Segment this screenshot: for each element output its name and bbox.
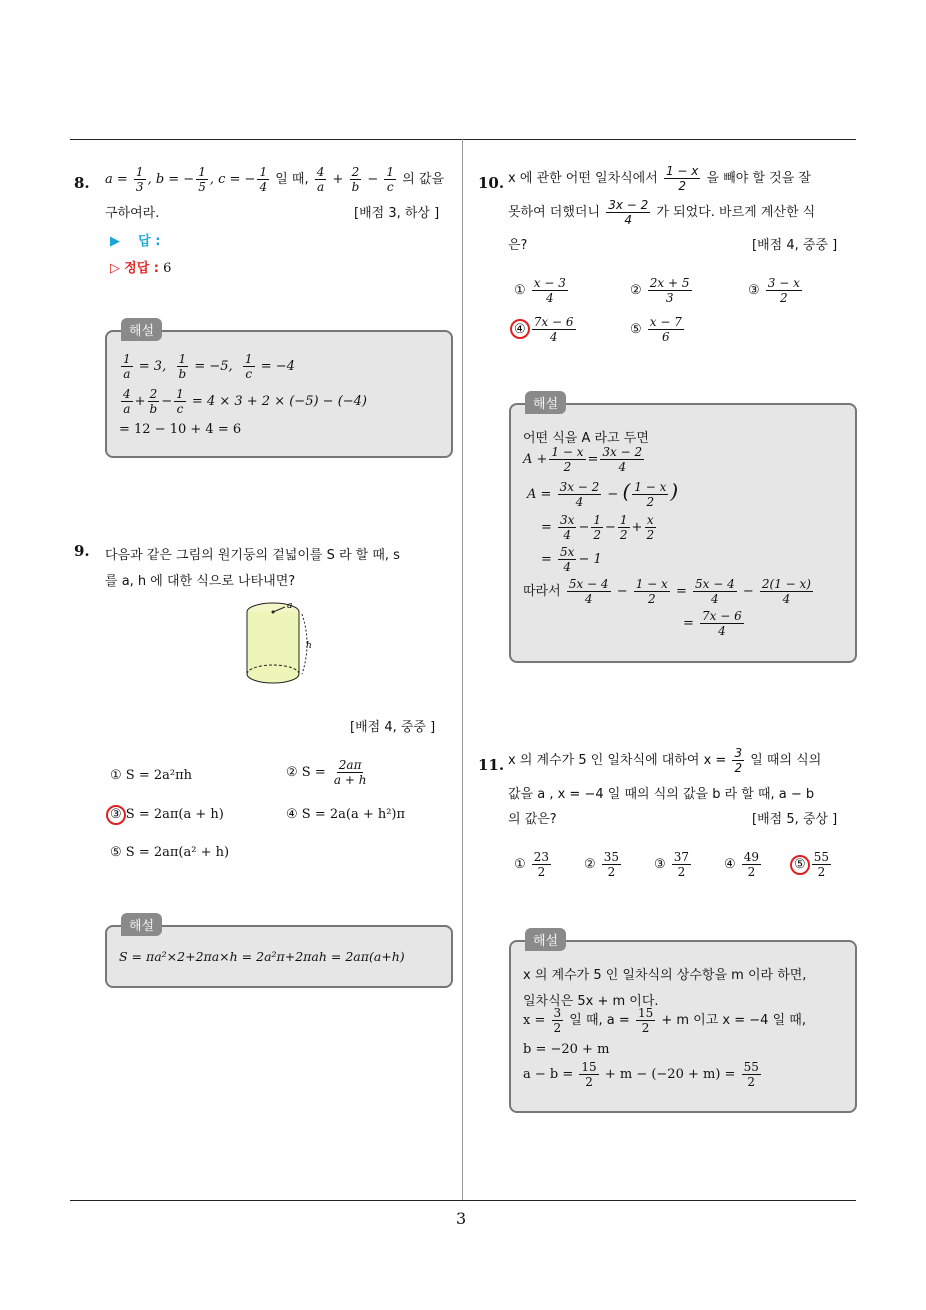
option-1[interactable]: ① $\frac{x - 3}{4}$ xyxy=(514,276,566,305)
option-5[interactable]: ⑤ $\frac{55}{2}$ xyxy=(794,850,830,879)
solution-tag: 해설 xyxy=(525,928,566,951)
answer-label: 답 : xyxy=(138,234,161,249)
option-3[interactable]: ③ $\frac{37}{2}$ xyxy=(654,850,690,879)
answer-row xyxy=(110,230,160,249)
correct-value: 6 xyxy=(163,261,172,276)
solution-line-6: 따라서 $\frac{5x - 4}{4}$ − $\frac{1 - x}{2}$ = $\frac{5x - 4}{4}$ − $\frac{2(1 - x)}{4}$ xyxy=(523,577,811,606)
page-number: 3 xyxy=(456,1209,467,1228)
correct-label: 정답 : xyxy=(124,261,159,276)
answer-arrow-icon: ▶ xyxy=(110,234,120,249)
solution-line-1: $\frac{1}{a}$ = 3, $\frac{1}{b}$ = −5, $\frac{1}{c}$ = −4 xyxy=(123,352,295,381)
question-10-stem-line3: 은? xyxy=(508,238,528,253)
question-11-stem-line1: x 의 계수가 5 인 일차식에 대하여 x = $\frac{3}{2}$ 일 때의 식의 xyxy=(508,746,822,775)
question-11-stem-line3: 의 값은? xyxy=(508,812,557,827)
solution-line-3: = 12 − 10 + 4 = 6 xyxy=(119,422,242,437)
solution-line-1: S = πa²×2+2πa×h = 2a²π+2πah = 2aπ(a+h) xyxy=(119,949,405,964)
correct-arrow-icon: ▷ xyxy=(110,261,120,276)
question-8-stem: a = $\frac{1}{3}$ , b = − $\frac{1}{5}$ , c = − $\frac{1}{4}$ 일 때, $\frac{4}{a}$ + $\frac{2}{b}$ − $\frac{1}{c}$ 의 값을 xyxy=(105,165,445,194)
solution-line-4: b = −20 + m xyxy=(523,1042,610,1057)
solution-line-2: 일차식은 5x + m 이다. xyxy=(523,994,659,1009)
solution-tag: 해설 xyxy=(121,913,162,936)
solution-line-5: = $\frac{5x}{4}$ − 1 xyxy=(541,545,602,574)
correct-answer-row xyxy=(110,257,171,276)
option-4[interactable]: ④ $\frac{49}{2}$ xyxy=(724,850,760,879)
solution-line-3: A = $\frac{3x - 2}{4}$ − ( $\frac{1 - x}{2}$ ) xyxy=(527,479,679,509)
score-label: [배점 3, 하상 ] xyxy=(354,206,440,221)
option-4[interactable]: ④ S = 2a(a + h²)π xyxy=(286,807,406,822)
height-label: h xyxy=(306,641,312,651)
option-1[interactable]: ① $\frac{23}{2}$ xyxy=(514,850,550,879)
question-9-stem-line1: 다음과 같은 그림의 원기둥의 겉넓이를 S 라 할 때, s xyxy=(105,548,400,563)
question-number: 9. xyxy=(74,542,90,560)
solution-line-1: x 의 계수가 5 인 일차식의 상수항을 m 이라 하면, xyxy=(523,968,807,983)
question-9-stem-line2: 를 a, h 에 대한 식으로 나타내면? xyxy=(105,574,296,589)
question-number: 11. xyxy=(478,756,505,774)
radius-label: a xyxy=(287,601,293,611)
solution-line-3: x = $\frac{3}{2}$ 일 때, a = $\frac{15}{2}$ + m 이고 x = −4 일 때, xyxy=(523,1006,806,1035)
option-1[interactable]: ① S = 2a²πh xyxy=(110,768,192,783)
question-11-stem-line2: 값을 a , x = −4 일 때의 식의 값을 b 라 할 때, a − b xyxy=(508,787,815,802)
question-8-stem-line2: 구하여라. xyxy=(105,206,160,221)
question-10-stem-line1: x 에 관한 어떤 일차식에서 $\frac{1 - x}{2}$ 을 빼야 할 것을 잘 xyxy=(508,164,811,193)
option-5[interactable]: ⑤ $\frac{x - 7}{6}$ xyxy=(630,315,682,344)
solution-box xyxy=(509,397,857,663)
option-5[interactable]: ⑤ S = 2aπ(a² + h) xyxy=(110,845,230,860)
cylinder-figure xyxy=(240,598,320,690)
solution-line-1: 어떤 식을 A 라고 두면 xyxy=(523,431,649,446)
top-rule xyxy=(70,139,856,140)
solution-box xyxy=(509,934,857,1113)
bottom-rule xyxy=(70,1200,856,1201)
solution-line-5: a − b = $\frac{15}{2}$ + m − (−20 + m) = $\frac{55}{2}$ xyxy=(523,1060,759,1089)
solution-line-7: = $\frac{7x - 6}{4}$ xyxy=(683,609,742,638)
score-label: [배점 5, 중상 ] xyxy=(752,812,838,827)
question-number: 8. xyxy=(74,174,90,192)
solution-box xyxy=(105,324,453,458)
score-label: [배점 4, 중중 ] xyxy=(752,238,838,253)
solution-tag: 해설 xyxy=(121,318,162,341)
option-3[interactable]: ③ $\frac{3 - x}{2}$ xyxy=(748,276,800,305)
solution-line-2: A + $\frac{1 - x}{2}$ = $\frac{3x - 2}{4}$ xyxy=(523,445,643,474)
column-divider xyxy=(462,139,463,1201)
option-2[interactable]: ② S = $\frac{2a\pi}{a + h}$ xyxy=(286,758,367,787)
option-4[interactable]: ④ $\frac{7x - 6}{4}$ xyxy=(514,315,574,344)
solution-box xyxy=(105,919,453,988)
option-3[interactable]: ③ S = 2aπ(a + h) xyxy=(110,807,224,822)
option-2[interactable]: ② $\frac{35}{2}$ xyxy=(584,850,620,879)
solution-line-4: = $\frac{3x}{4}$ − $\frac{1}{2}$ − $\frac{1}{2}$ + $\frac{x}{2}$ xyxy=(541,513,655,542)
solution-line-2: $\frac{4}{a}$ + $\frac{2}{b}$ − $\frac{1}{c}$ = 4 × 3 + 2 × (−5) − (−4) xyxy=(123,387,368,416)
question-10-stem-line2: 못하여 더했더니 $\frac{3x - 2}{4}$ 가 되었다. 바르게 계산한 식 xyxy=(508,198,816,227)
solution-tag: 해설 xyxy=(525,391,566,414)
score-label: [배점 4, 중중 ] xyxy=(350,720,436,735)
question-number: 10. xyxy=(478,174,505,192)
option-2[interactable]: ② $\frac{2x + 5}{3}$ xyxy=(630,276,690,305)
